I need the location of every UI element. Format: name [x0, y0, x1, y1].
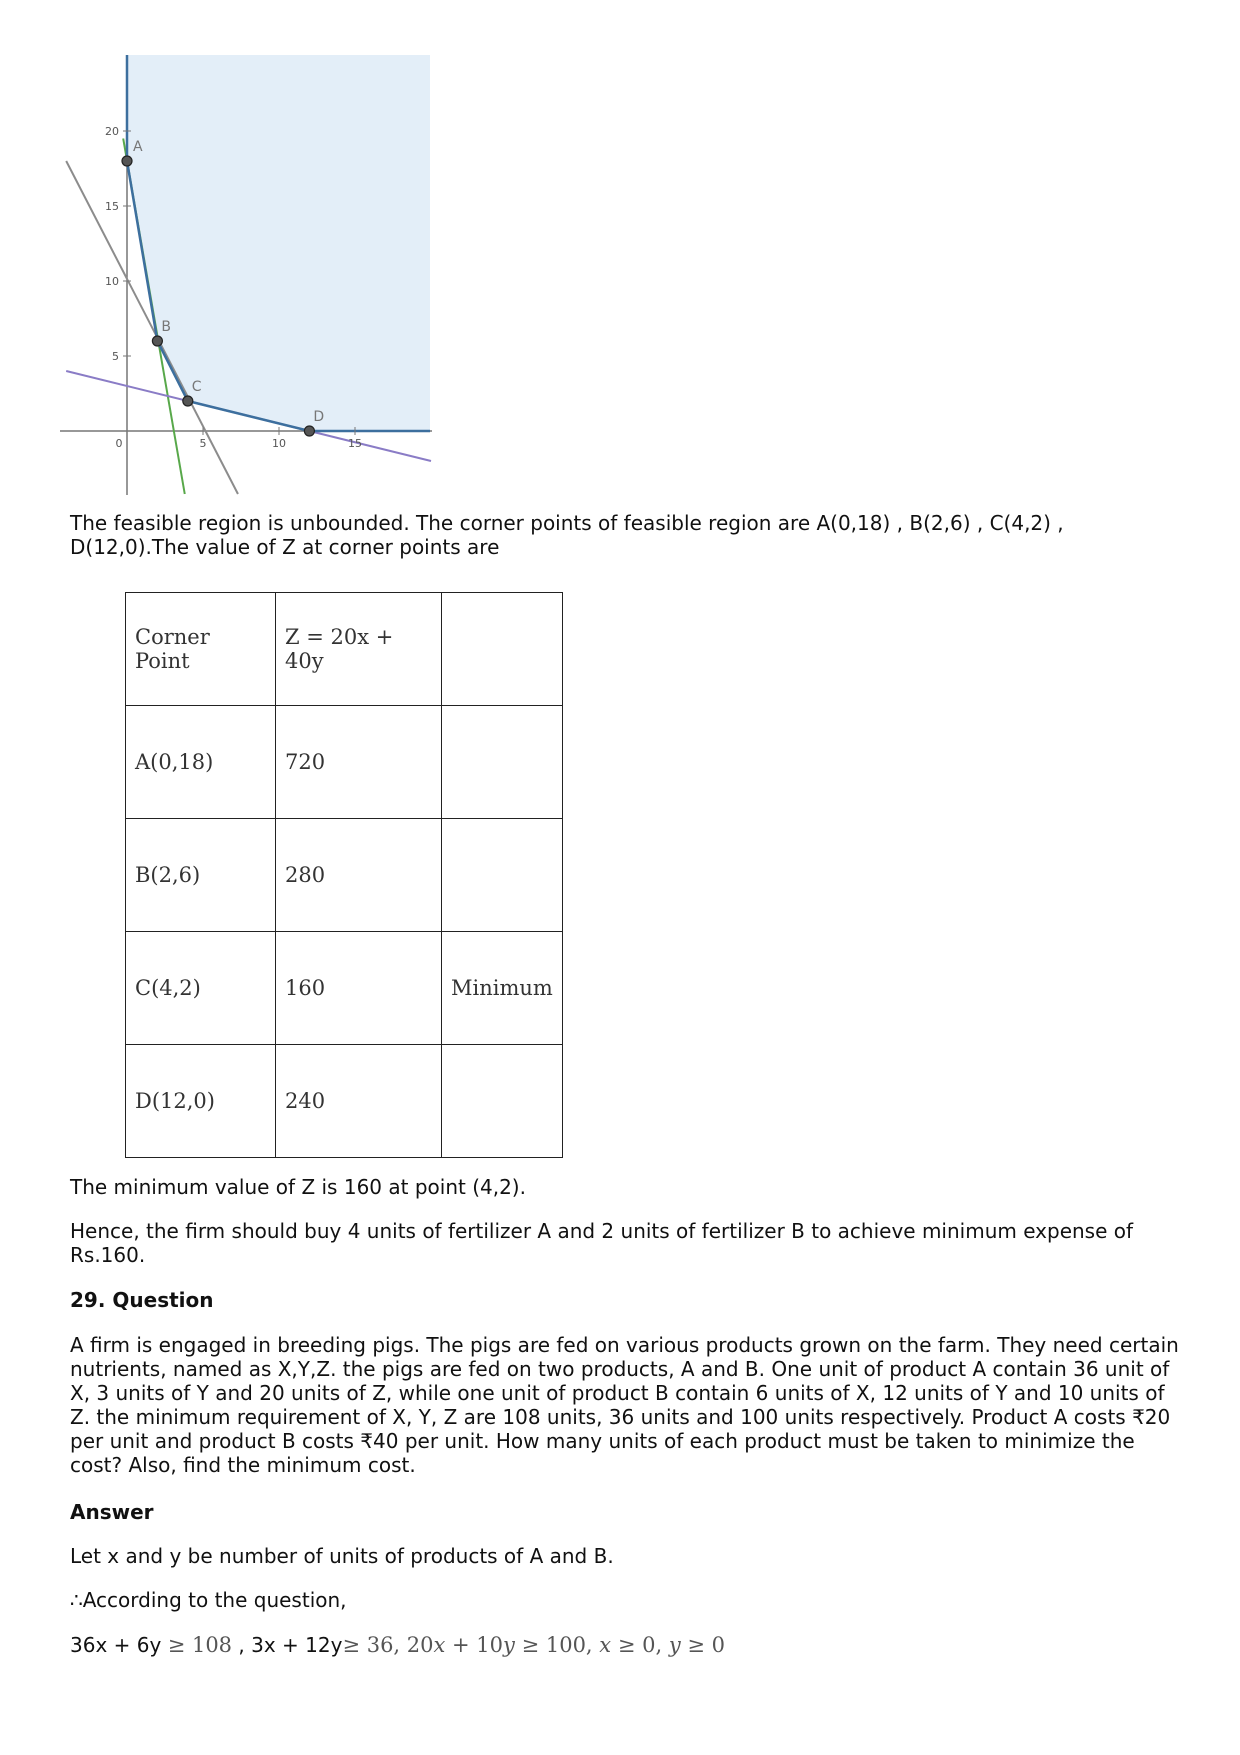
table-header-cell: Z = 20x + 40y: [276, 593, 442, 706]
x-tick-label: 15: [348, 437, 362, 450]
table-header-cell: Corner Point: [126, 593, 276, 706]
minimum-value-text: The minimum value of Z is 160 at point (4,2).: [70, 1175, 526, 1199]
constraint-math-part: ≥ 100,: [514, 1633, 600, 1657]
table-row: [126, 932, 563, 1045]
table-cell: [442, 819, 563, 932]
corner-point-label: B: [161, 319, 172, 335]
feasible-region: [125, 55, 430, 431]
constraint-math: [342, 1633, 725, 1657]
x-tick-label: 10: [272, 437, 286, 450]
y-tick-label: 5: [112, 350, 119, 363]
table-cell: A(0,18): [126, 706, 276, 819]
y-tick-label: 20: [105, 125, 119, 138]
feasible-region-graph: [60, 55, 432, 495]
table-cell: [442, 706, 563, 819]
corner-point-table: [125, 592, 563, 1158]
answer-heading: Answer: [70, 1500, 154, 1524]
table-cell: 160: [276, 932, 442, 1045]
constraint-part: , 3x + 12y: [232, 1633, 343, 1657]
table-cell: 720: [276, 706, 442, 819]
let-text: Let x and y be number of units of products of A and B.: [70, 1544, 614, 1568]
question-heading: 29. Question: [70, 1288, 214, 1312]
corner-point-a: [122, 156, 132, 166]
table-cell: 240: [276, 1045, 442, 1158]
y-tick-label: 10: [105, 275, 119, 288]
constraint-var: x: [599, 1633, 612, 1657]
corner-point-label: D: [313, 409, 325, 425]
corner-point-b: [152, 336, 162, 346]
constraint-var: y: [668, 1633, 681, 1657]
table-cell: Minimum: [442, 932, 563, 1045]
table-row: [126, 706, 563, 819]
corner-point-label: C: [191, 379, 202, 395]
according-text: ∴According to the question,: [70, 1588, 347, 1612]
x-tick-label: 5: [199, 437, 207, 450]
constraint-math-part: + 10: [445, 1633, 504, 1657]
corner-point-c: [183, 396, 193, 406]
table-cell: B(2,6): [126, 819, 276, 932]
constraint-part: 36x + 6y: [70, 1633, 162, 1657]
constraint-line: [70, 1633, 1180, 1657]
table-row: [126, 819, 563, 932]
constraint-math-part: ≥ 0: [680, 1633, 725, 1657]
x-tick-label: 0: [115, 437, 123, 450]
feasible-region-fill: [125, 55, 430, 431]
table-header-cell: [442, 593, 563, 706]
table-cell: D(12,0): [126, 1045, 276, 1158]
table-cell: C(4,2): [126, 932, 276, 1045]
corner-point-d: [304, 426, 314, 436]
constraint-math-part: ≥ 0,: [611, 1633, 669, 1657]
conclusion-text: Hence, the firm should buy 4 units of fertilizer A and 2 units of fertilizer B to achieve minimum expense of Rs.160.: [70, 1219, 1134, 1267]
table-cell: 280: [276, 819, 442, 932]
feasible-region-text: The feasible region is unbounded. The corner points of feasible region are A(0,18) , B(2,6) , C(4,2) , D(12,0).The value of Z at corner points are: [70, 511, 1064, 559]
corner-point-label: A: [133, 139, 143, 155]
constraint-var: y: [503, 1633, 515, 1657]
constraint-var: x: [433, 1633, 446, 1657]
table-header-row: [126, 593, 563, 706]
table-row: [126, 1045, 563, 1158]
table-cell: [442, 1045, 563, 1158]
question-text: A firm is engaged in breeding pigs. The pigs are fed on various products grown on the farm. They need certain nutrients, named as X,Y,Z. the pigs are fed on two products, A and B. One unit of product A contain 36 unit of X, 3 units of Y and 20 units of Z, while one unit of product B contain 6 units of X, 12 units of Y and 10 units of Z. the minimum requirement of X, Y, Z are 108 units, 36 units and 100 units respectively. Product A costs ₹20 per unit and product B costs ₹40 per unit. How many units of each product must be taken to minimize the cost? Also, find the minimum cost.: [70, 1333, 1179, 1477]
constraint-math: ≥ 108: [167, 1633, 233, 1657]
constraint-math-part: ≥ 36, 20: [342, 1633, 434, 1657]
y-tick-label: 15: [105, 200, 119, 213]
